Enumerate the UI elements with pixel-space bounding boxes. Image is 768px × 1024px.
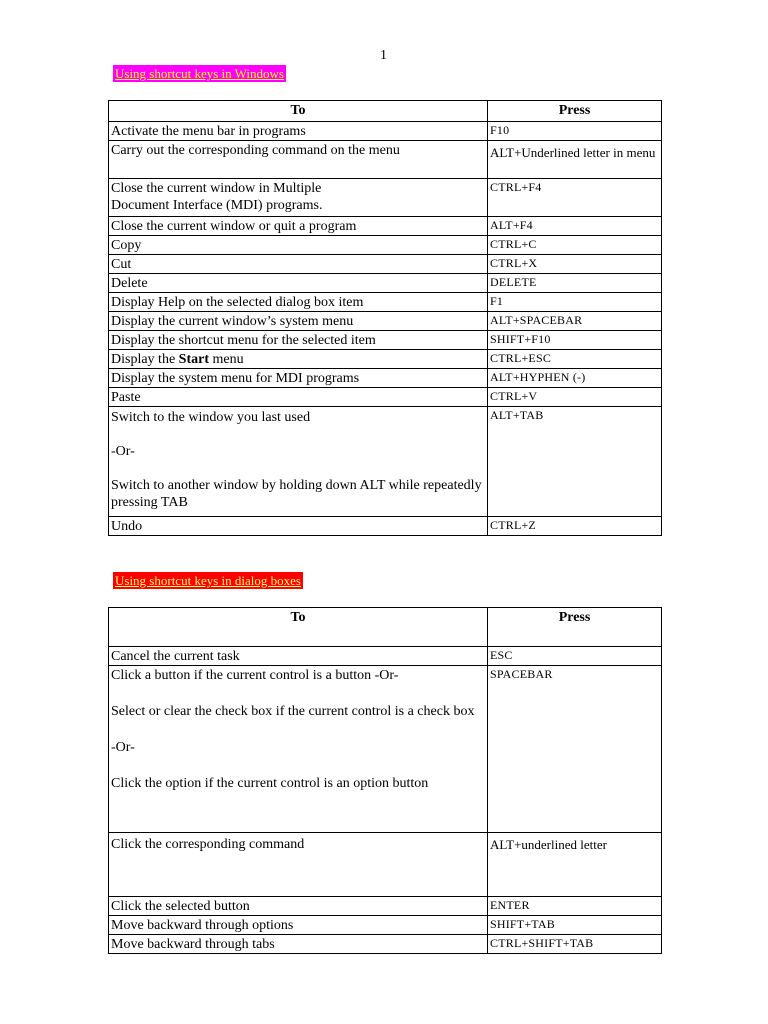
table-row — [109, 388, 662, 407]
action-cell: Click a button if the current control is a button -Or- Select or clear the check box if the current control is a check box -Or- Click the option if the current control is an option button — [109, 666, 488, 833]
action-cell: Click the selected button — [109, 897, 488, 916]
shortcut-cell: SPACEBAR — [488, 666, 662, 833]
table-row — [109, 236, 662, 255]
shortcut-cell: ALT+SPACEBAR — [488, 312, 662, 331]
shortcut-cell: SHIFT+F10 — [488, 331, 662, 350]
table-row — [109, 897, 662, 916]
action-cell: Display the system menu for MDI programs — [109, 369, 488, 388]
action-cell: Close the current window in Multiple Document Interface (MDI) programs. — [109, 179, 488, 217]
table-row — [109, 141, 662, 179]
table-row — [109, 255, 662, 274]
action-cell: Display the shortcut menu for the selected item — [109, 331, 488, 350]
shortcut-cell: ALT+underlined letter — [488, 833, 662, 897]
action-cell: Close the current window or quit a program — [109, 217, 488, 236]
table-row — [109, 312, 662, 331]
table-row — [109, 217, 662, 236]
action-cell: Paste — [109, 388, 488, 407]
shortcut-cell: SHIFT+TAB — [488, 916, 662, 935]
action-cell: Cancel the current task — [109, 647, 488, 666]
action-cell: Display the current window’s system menu — [109, 312, 488, 331]
action-cell: Click the corresponding command — [109, 833, 488, 897]
table-row — [109, 350, 662, 369]
table-row — [109, 293, 662, 312]
action-cell: Undo — [109, 517, 488, 536]
action-cell: Move backward through options — [109, 916, 488, 935]
action-cell: Cut — [109, 255, 488, 274]
table-row — [109, 179, 662, 217]
table-row — [109, 647, 662, 666]
shortcut-cell: CTRL+F4 — [488, 179, 662, 217]
start-keyword: Start — [178, 352, 209, 367]
table-row — [109, 369, 662, 388]
column-header-press: Press — [488, 101, 662, 122]
table-row — [109, 331, 662, 350]
shortcut-cell: ENTER — [488, 897, 662, 916]
table-row — [109, 666, 662, 833]
table-header-row — [109, 608, 662, 647]
shortcut-cell: CTRL+SHIFT+TAB — [488, 935, 662, 954]
column-header-press: Press — [488, 608, 662, 647]
page-number: 1 — [380, 48, 387, 63]
windows-shortcuts-table — [108, 100, 662, 536]
action-cell: Display Help on the selected dialog box item — [109, 293, 488, 312]
table-header-row — [109, 101, 662, 122]
shortcut-cell: CTRL+V — [488, 388, 662, 407]
action-cell — [109, 350, 488, 369]
shortcut-cell: ALT+F4 — [488, 217, 662, 236]
shortcut-cell: ALT+Underlined letter in menu — [488, 141, 662, 179]
shortcut-cell: CTRL+Z — [488, 517, 662, 536]
shortcut-cell: CTRL+X — [488, 255, 662, 274]
action-cell: Move backward through tabs — [109, 935, 488, 954]
shortcut-cell: ESC — [488, 647, 662, 666]
action-cell: Copy — [109, 236, 488, 255]
shortcut-cell: DELETE — [488, 274, 662, 293]
shortcut-cell: ALT+HYPHEN (-) — [488, 369, 662, 388]
table-row — [109, 833, 662, 897]
action-cell: Carry out the corresponding command on the menu — [109, 141, 488, 179]
table-row — [109, 274, 662, 293]
action-cell: Activate the menu bar in programs — [109, 122, 488, 141]
shortcut-cell: F1 — [488, 293, 662, 312]
shortcut-cell: ALT+TAB — [488, 407, 662, 517]
action-text-suffix: menu — [208, 352, 244, 367]
windows-shortcuts-heading: Using shortcut keys in Windows — [115, 66, 284, 81]
dialog-shortcuts-heading: Using shortcut keys in dialog boxes — [115, 573, 301, 588]
table-row — [109, 122, 662, 141]
action-cell: Switch to the window you last used -Or- Switch to another window by holding down ALT while repeatedly pressing TAB — [109, 407, 488, 517]
action-text-prefix: Display the — [111, 352, 179, 367]
shortcut-cell: CTRL+ESC — [488, 350, 662, 369]
shortcut-cell: CTRL+C — [488, 236, 662, 255]
dialog-shortcuts-table — [108, 607, 662, 954]
table-row — [109, 935, 662, 954]
table-row — [109, 407, 662, 517]
table-row — [109, 517, 662, 536]
column-header-to: To — [109, 101, 488, 122]
action-cell: Delete — [109, 274, 488, 293]
table-row — [109, 916, 662, 935]
column-header-to: To — [109, 608, 488, 647]
shortcut-cell: F10 — [488, 122, 662, 141]
